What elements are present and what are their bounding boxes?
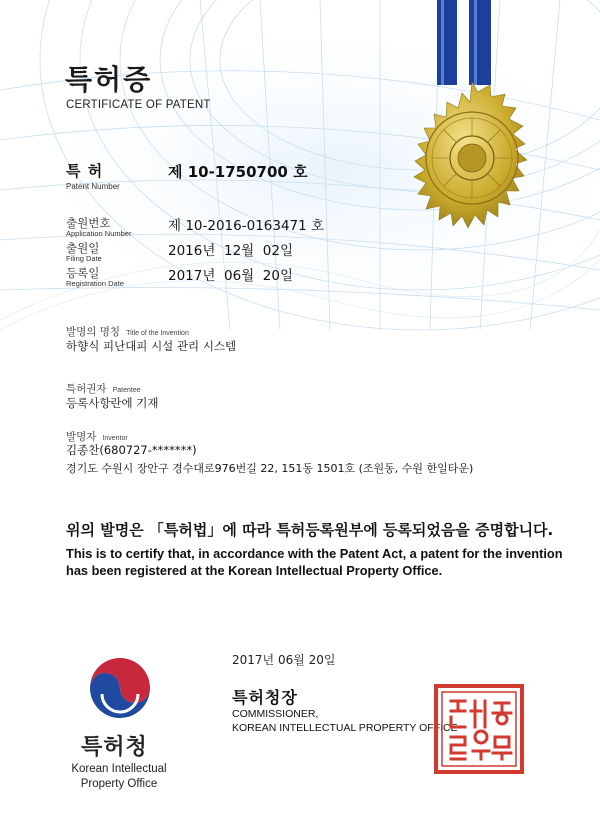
kipo-name-english [58,762,180,792]
kipo-name-english-line1: Korean Intellectual [71,763,167,775]
certification-statement-english-line1: This is to certify that, in accordance with the Patent Act, a patent for the invention [66,546,563,561]
application-number-value: 제 10-2016-0163471 호 [168,218,325,234]
invention-title-label-english: Title of the Invention [126,330,189,337]
issue-date: 2017년 06월 20일 [232,653,336,667]
application-number-label: 출원번호 [66,216,111,230]
application-number-label-english: Application Number [66,229,132,238]
invention-title-value: 하향식 피난대피 시설 관리 시스템 [66,339,237,353]
filing-date-label-english: Filing Date [66,254,102,263]
invention-title-label: 발명의 명칭 [66,326,121,338]
patent-number-label-english: Patent Number [66,182,120,191]
certificate-title-english: CERTIFICATE OF PATENT [66,99,211,111]
commissioner-title-english-line1: COMMISSIONER, [232,708,319,720]
kipo-name-korean: 특허청 [81,735,148,760]
patent-number-value: 제 10-1750700 호 [168,163,308,181]
kipo-name-english-line2: Property Office [80,778,158,790]
ribbon-decoration [425,0,505,90]
registration-date-label-english: Registration Date [66,279,124,288]
commissioner-title-english [232,707,458,735]
registration-date-value: 2017년 06월 20일 [168,268,294,284]
inventor-label-english: Inventor [102,435,128,442]
commissioner-title-english-line2: KOREAN INTELLECTUAL PROPERTY OFFICE [232,722,458,734]
inventor-address: 경기도 수원시 장안구 경수대로976번길 22, 151동 1501호 (조원동, 수원 한일타운) [66,462,474,475]
filing-date-value: 2016년 12월 02일 [168,243,294,259]
registration-date-label: 등록일 [66,266,100,280]
patentee-label: 특허권자 [66,383,107,395]
inventor-label: 발명자 [66,431,97,443]
inventor-name: 김종찬(680727-*******) [66,443,197,457]
kipo-logo-icon [82,648,158,724]
patentee-header [66,377,141,396]
invention-title-header [66,320,189,339]
patentee-value: 등록사항란에 기재 [66,396,159,410]
certificate-title: 특허증 [65,63,153,96]
certification-statement-korean: 위의 발명은 「특허법」에 따라 특허등록원부에 등록되었음을 증명합니다. [66,521,554,539]
patent-number-label: 특 허 [66,162,104,180]
gold-seal-icon [392,78,552,238]
filing-date-label: 출원일 [66,241,100,255]
commissioner-title-korean: 특허청장 [232,688,298,707]
official-stamp-icon [433,683,525,775]
patentee-label-english: Patentee [112,387,141,394]
certification-statement-english-line2: has been registered at the Korean Intellectual Property Office. [66,563,443,578]
